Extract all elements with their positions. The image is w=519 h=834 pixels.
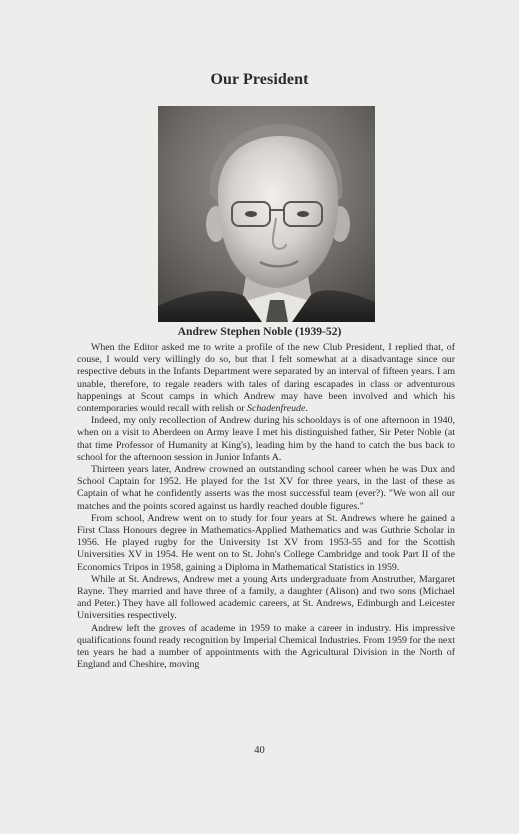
photo-caption: Andrew Stephen Noble (1939-52) <box>177 325 342 338</box>
paragraph-1 <box>77 342 455 415</box>
paragraph-1-end: . <box>305 403 308 415</box>
paragraph-1-italic: Schadenfreude <box>247 403 306 415</box>
page-heading: Our President <box>210 71 309 88</box>
paragraph-3: Thirteen years later, Andrew crowned an outstanding school career when he was Dux and School Captain for 1952. He played for the 1st XV for three years, in the last of these as Captain of what he confidently asserts was the most successful team (ever?). "We won all our matches and the points scored against us hardly reached double figures." <box>77 464 455 512</box>
paragraph-6: Andrew left the groves of academe in 1959 to make a career in industry. His impressive qualifications found ready recognition by Imperial Chemical Industries. From 1959 for the next ten years he had a number of appointments with the Agricultural Division in the North of England and Cheshire, moving <box>77 622 455 671</box>
paragraph-2: Indeed, my only recollection of Andrew during his schooldays is of one afternoon in 1940, when on a visit to Aberdeen on Army leave I met his distinguished father, Sir Peter Noble (at that time Professor of Humanity at King's), leading him by the hand to catch the bus back to school for the afternoon session in Junior Infants A. <box>77 415 455 463</box>
page-number: 40 <box>254 745 265 756</box>
paragraph-4: From school, Andrew went on to study for four years at St. Andrews where he gained a First Class Honours degree in Mathematics-Applied Mathematics and was Guthrie Scholar in 1956. He played rugby for the University 1st XV from 1953-55 and for the Scottish Universities XV in 1954. He went on to St. John's College Cambridge and took Part II of the Economics Tripos in 1958, gaining a Diploma in Mathematical Statistics in 1959. <box>77 512 455 573</box>
paragraph-5: While at St. Andrews, Andrew met a young Arts undergraduate from Anstruther, Margaret Rayne. They married and have three of a family, a daughter (Alison) and two sons (Michael and Peter.) They have all followed academic careers, at St. Andrews, Edinburgh and Leicester Universities respectively. <box>77 573 455 622</box>
portrait-photo <box>158 106 375 322</box>
article-body <box>77 342 455 671</box>
paragraph-1-text: When the Editor asked me to write a profile of the new Club President, I replied that, of couse, I would very willingly do so, but that I felt somewhat at a disadvantage since our respective debuts in the Infants Department were separated by an interval of fifteen years. I am unable, therefore, to regale readers with tales of daring escapades in class or adventurous happenings at Scout camps in which Andrew may have been involved and which his contemporaries would recall with relish or <box>77 342 455 415</box>
